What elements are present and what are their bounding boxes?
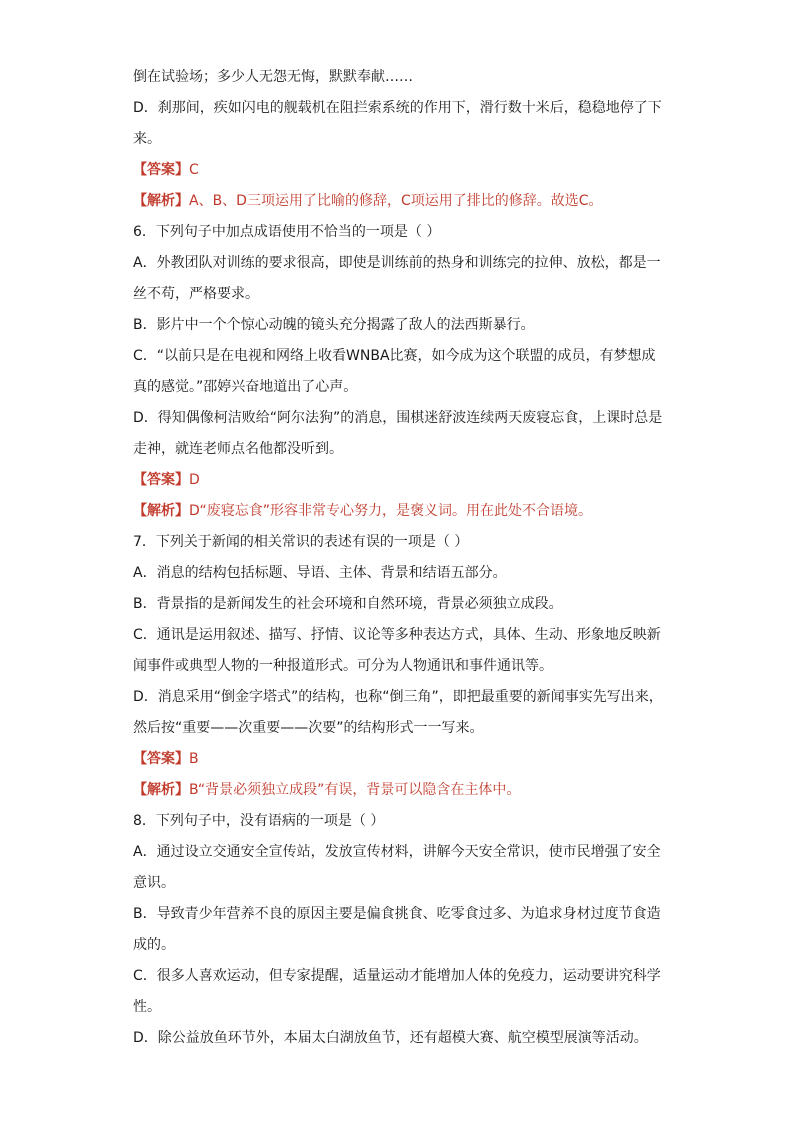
question-8-line: 8．下列句子中，没有语病的一项是（ ）: [133, 813, 385, 829]
option-d-line: D．除公益放鱼环节外，本届太白湖放鱼节，还有超模大赛、航空模型展演等活动。: [133, 1030, 648, 1046]
text-line: 真的感觉。”邵婷兴奋地道出了心声。: [133, 379, 358, 395]
answer-line: 【答案】D: [133, 472, 200, 488]
option-c-line: C．通讯是运用叙述、描写、抒情、议论等多种表达方式，具体、生动、形象地反映新: [133, 627, 661, 643]
question-7-line: 7．下列关于新闻的相关常识的表述有误的一项是（ ）: [133, 534, 469, 550]
answer-line: 【答案】C: [133, 162, 199, 178]
analysis-line: 【解析】D“废寝忘食”形容非常专心努力，是褒义词。用在此处不合语境。: [133, 503, 592, 519]
analysis-line: 【解析】A、B、D三项运用了比喻的修辞，C项运用了排比的修辞。故选C。: [133, 193, 603, 209]
option-a-line: A．外教团队对训练的要求很高，即使是训练前的热身和训练完的拉伸、放松，都是一: [133, 255, 661, 271]
option-a-line: A．消息的结构包括标题、导语、主体、背景和结语五部分。: [133, 565, 507, 581]
option-d-line: D．刹那间，疾如闪电的舰载机在阻拦索系统的作用下，滑行数十米后，稳稳地停了下: [133, 100, 662, 116]
text-line: 性。: [133, 999, 161, 1015]
text-line: 走神，就连老师点名他都没听到。: [133, 441, 343, 457]
option-c-line: C．“以前只是在电视和网络上收看WNBA比赛，如今成为这个联盟的成员，有梦想成: [133, 348, 656, 364]
option-c-line: C．很多人喜欢运动，但专家提醒，适量运动才能增加人体的免疫力，运动要讲究科学: [133, 968, 661, 984]
text-line: 意识。: [133, 875, 175, 891]
text-line: 然后按“重要——次重要——次要”的结构形式一一写来。: [133, 720, 484, 736]
text-line: 倒在试验场；多少人无怨无悔，默默奉献……: [133, 69, 413, 85]
text-line: 来。: [133, 131, 161, 147]
option-b-line: B．影片中一个个惊心动魄的镜头充分揭露了敌人的法西斯暴行。: [133, 317, 535, 333]
text-line: 闻事件或典型人物的一种报道形式。可分为人物通讯和事件通讯等。: [133, 658, 553, 674]
option-a-line: A．通过设立交通安全宣传站，发放宣传材料，讲解今天安全常识，使市民增强了安全: [133, 844, 661, 860]
analysis-line: 【解析】B“背景必须独立成段”有误，背景可以隐含在主体中。: [133, 782, 521, 798]
question-6-line: 6．下列句子中加点成语使用不恰当的一项是（ ）: [133, 224, 441, 240]
option-b-line: B．背景指的是新闻发生的社会环境和自然环境，背景必须独立成段。: [133, 596, 563, 612]
text-line: 成的。: [133, 937, 175, 953]
text-line: 丝不苟，严格要求。: [133, 286, 259, 302]
option-b-line: B．导致青少年营养不良的原因主要是偏食挑食、吃零食过多、为追求身材过度节食造: [133, 906, 661, 922]
answer-line: 【答案】B: [133, 751, 199, 767]
option-d-line: D．消息采用“倒金字塔式”的结构，也称“倒三角”，即把最重要的新闻事实先写出来，: [133, 689, 663, 705]
option-d-line: D．得知偶像柯洁败给“阿尔法狗”的消息，围棋迷舒波连续两天废寝忘食，上课时总是: [133, 410, 663, 426]
